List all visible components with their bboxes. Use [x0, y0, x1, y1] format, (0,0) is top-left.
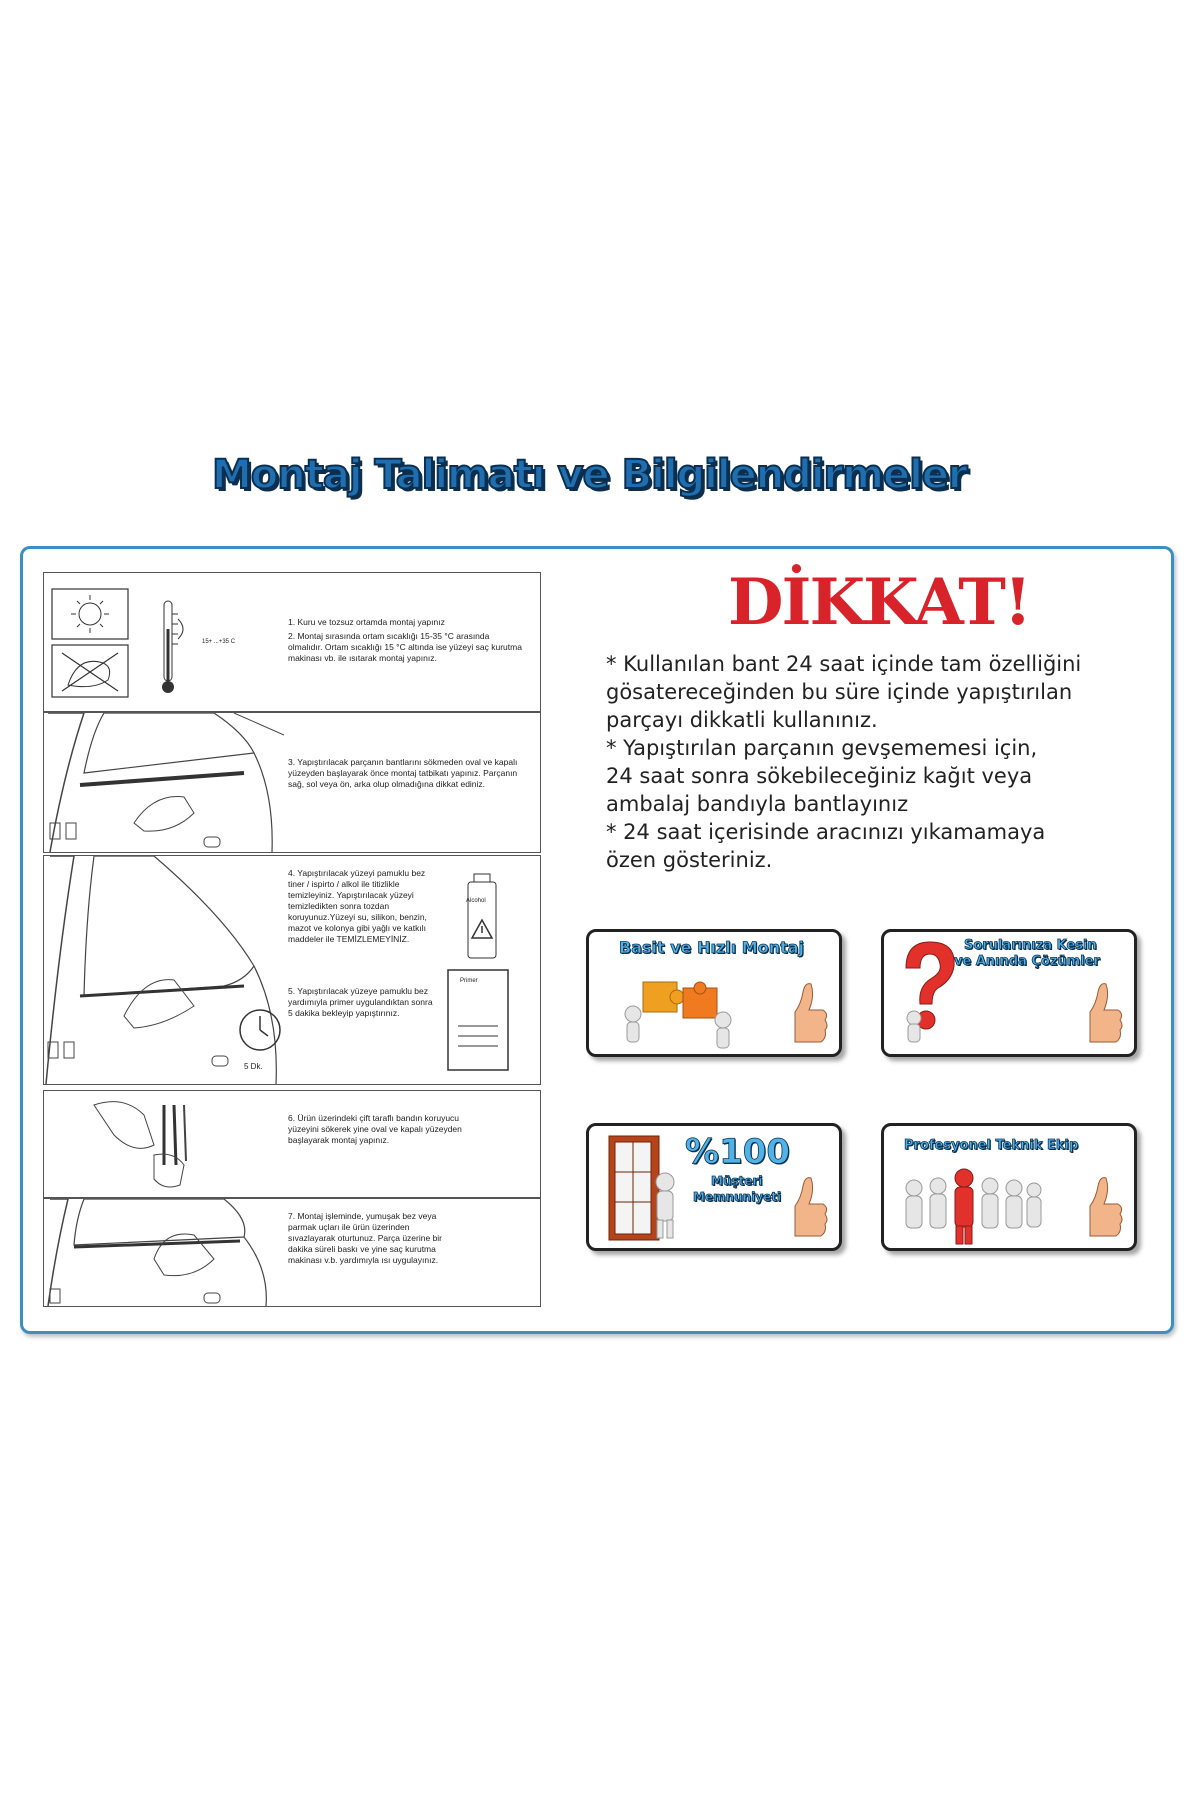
step-3-text: 3. Yapıştırılacak parçanın bantlarını sökmeden oval ve kapalı yüzeyden başlayarak önce montaj tatbikatı yapınız. Parçanın sağ, sol veya ön, arka olup olmadığına dikkat ediniz.	[288, 757, 518, 789]
step-5-text: 5. Yapıştırılacak yüzeye pamuklu bez yardımıyla primer uygulandıktan sonra 5 dakika bekleyip yapıştırınız.	[288, 986, 433, 1018]
alcohol-bottle-icon	[464, 872, 504, 962]
sun-icon	[48, 585, 134, 705]
badge-percent: %100	[685, 1132, 791, 1172]
warning-heading: DİKKAT!	[728, 565, 1030, 640]
alcohol-label: Alcohol	[466, 898, 486, 904]
team-people-icon	[896, 1166, 1046, 1246]
warning-line: gösatereceğinden bu süre içinde yapıştırılan	[606, 680, 1073, 704]
instruction-panel-2	[43, 712, 541, 853]
thumbs-up-icon	[785, 978, 829, 1048]
badge-label-line-2: ve Anında Çözümler	[954, 954, 1100, 969]
step-1-text: 1. Kuru ve tozsuz ortamda montaj yapınız	[288, 617, 445, 627]
door-person-icon	[599, 1130, 689, 1244]
badge-solutions	[881, 929, 1137, 1057]
car-press-sketch	[44, 1199, 284, 1306]
thermometer-icon	[156, 599, 216, 699]
warning-line: * Kullanılan bant 24 saat içinde tam özelliğini	[606, 652, 1082, 676]
step-6-text: 6. Ürün üzerindeki çift taraflı bandın koruyucu yüzeyini sökerek yine oval ve kapalı yüzeyden başlayarak montaj yapınız.	[288, 1113, 462, 1145]
instruction-panel-1	[43, 572, 541, 712]
step-7-text: 7. Montaj işleminde, yumuşak bez veya parmak uçları ile ürün üzerinden sıvazlayarak oturtunuz. Parça üzerine bir dakika süreli baskı ve yine saç kurutma makinası v.b. yardımıyla ısı uygulayınız.	[288, 1211, 443, 1265]
warning-line: özen gösteriniz.	[606, 848, 773, 872]
warning-line: * 24 saat içerisinde aracınızı yıkamamaya	[606, 820, 1046, 844]
badge-label-line-1: Sorularınıza Kesin	[964, 938, 1097, 953]
primer-label: Primer	[460, 978, 478, 984]
warning-text	[606, 650, 1106, 874]
instruction-panel-3	[43, 855, 541, 1085]
badge-label: Basit ve Hızlı Montaj	[619, 938, 805, 957]
thumbs-up-icon	[1080, 978, 1124, 1048]
warning-line: parçayı dikkatli kullanınız.	[606, 708, 878, 732]
primer-can-icon	[444, 966, 520, 1076]
thumbs-up-icon	[1080, 1172, 1124, 1242]
page-title: Montaj Talimatı ve Bilgilendirmeler	[212, 452, 967, 498]
warning-line: 24 saat sonra sökebileceğiniz kağıt veya	[606, 764, 1033, 788]
step-2-text: 2. Montaj sırasında ortam sıcaklığı 15-35 °C arasında olmalıdır. Ortam sıcaklığı 15 °C altında ise yüzeyi saç kurutma makinası vb. ile ısıtarak montaj yapınız.	[288, 631, 522, 663]
badge-satisfaction	[586, 1123, 842, 1251]
thumbs-up-icon	[785, 1172, 829, 1242]
badge-label-line-1: Müşteri	[711, 1174, 763, 1188]
badge-label-line-2: Memnuniyeti	[693, 1190, 782, 1204]
instruction-panel-4	[43, 1090, 541, 1198]
warning-line: * Yapıştırılan parçanın gevşememesi için,	[606, 736, 1038, 760]
instruction-panel-5	[43, 1198, 541, 1307]
tape-peel-sketch	[84, 1095, 224, 1193]
car-door-sketch	[44, 713, 284, 852]
temperature-range: 15+ ...+35 C	[202, 639, 236, 645]
badge-label: Profesyonel Teknik Ekip	[904, 1138, 1079, 1153]
clock-icon	[236, 1006, 286, 1056]
question-mark-icon	[894, 938, 964, 1048]
step-4-text: 4. Yapıştırılacak yüzeyi pamuklu bez tiner / ispirto / alkol ile titizlikle temizleyiniz. Yapıştırılacak yüzeyi temizledikten sonra tozdan koruyunuz.Yüzeyi su, silikon, benzin, mazot ve kolonya gibi yağlı ve katkılı maddeler ile TEMİZLEMEYİNİZ.	[288, 868, 427, 944]
badge-easy-install	[586, 929, 842, 1057]
puzzle-people-icon	[603, 962, 753, 1052]
warning-line: ambalaj bandıyla bantlayınız	[606, 792, 909, 816]
clock-label: 5 Dk.	[244, 1062, 263, 1071]
badge-team	[881, 1123, 1137, 1251]
